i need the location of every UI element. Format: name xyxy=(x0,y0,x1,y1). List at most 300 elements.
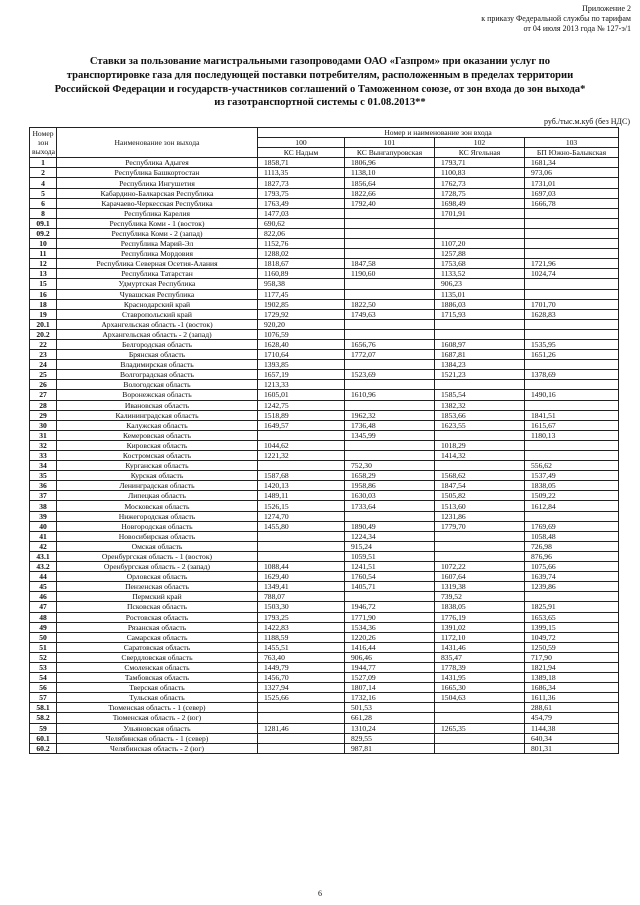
exit-zone-code: 18 xyxy=(30,299,57,309)
table-row xyxy=(30,218,619,228)
table-row xyxy=(30,279,619,289)
tariff-value: 1762,73 xyxy=(435,178,525,188)
table-body xyxy=(30,158,619,754)
tariff-value: 829,55 xyxy=(345,733,435,743)
order-reference: к приказу Федеральной службы по тарифам xyxy=(481,14,631,23)
table-row xyxy=(30,491,619,501)
exit-zone-name: Республика Ингушетия xyxy=(57,178,258,188)
tariff-value: 1827,73 xyxy=(258,178,345,188)
tariff-value: 1793,25 xyxy=(258,612,345,622)
exit-zone-code: 20.2 xyxy=(30,329,57,339)
tariff-value xyxy=(345,360,435,370)
table-row xyxy=(30,501,619,511)
tariff-value: 1384,23 xyxy=(435,360,525,370)
exit-zone-name: Челябинская область - 1 (север) xyxy=(57,733,258,743)
tariff-value: 1224,34 xyxy=(345,531,435,541)
tariff-value: 1772,07 xyxy=(345,350,435,360)
tariff-value: 1715,93 xyxy=(435,309,525,319)
exit-zone-name-header: Наименование зон выхода xyxy=(57,128,258,158)
tariff-value: 1518,89 xyxy=(258,410,345,420)
tariff-value: 788,07 xyxy=(258,592,345,602)
tariff-value: 1701,70 xyxy=(525,299,619,309)
exit-zone-name: Воронежская область xyxy=(57,390,258,400)
exit-zone-code: 15 xyxy=(30,279,57,289)
tariff-value xyxy=(525,319,619,329)
exit-zone-code: 19 xyxy=(30,309,57,319)
tariff-value: 1382,32 xyxy=(435,400,525,410)
table-row xyxy=(30,440,619,450)
tariff-value xyxy=(525,208,619,218)
tariff-value: 1946,72 xyxy=(345,602,435,612)
exit-zone-code: 46 xyxy=(30,592,57,602)
table-row xyxy=(30,168,619,178)
tariff-value: 1769,69 xyxy=(525,521,619,531)
tariff-value: 661,28 xyxy=(345,713,435,723)
exit-zone-code: 53 xyxy=(30,662,57,672)
exit-zone-name: Курская область xyxy=(57,471,258,481)
exit-zone-name: Нижегородская область xyxy=(57,511,258,521)
exit-zone-name: Кировская область xyxy=(57,440,258,450)
tariff-value: 763,40 xyxy=(258,652,345,662)
tariff-value xyxy=(258,531,345,541)
title-line: транспортировке газа для последующей поставки потребителям, расположенным в пределах территории xyxy=(66,69,574,81)
tariff-value: 1420,13 xyxy=(258,481,345,491)
tariff-value: 1281,46 xyxy=(258,723,345,733)
exit-zone-name: Волгоградская область xyxy=(57,370,258,380)
tariff-value: 1535,95 xyxy=(525,339,619,349)
tariff-value xyxy=(525,279,619,289)
exit-zone-name: Кабардино-Балкарская Республика xyxy=(57,188,258,198)
table-row xyxy=(30,531,619,541)
tariff-value: 556,62 xyxy=(525,461,619,471)
exit-zone-name: Омская область xyxy=(57,541,258,551)
exit-zone-name: Республика Башкортостан xyxy=(57,168,258,178)
exit-zone-code: 43.1 xyxy=(30,551,57,561)
tariff-value xyxy=(435,319,525,329)
exit-zone-name: Тюменская область - 1 (север) xyxy=(57,703,258,713)
exit-zone-code: 34 xyxy=(30,461,57,471)
tariff-value: 1749,63 xyxy=(345,309,435,319)
tariff-value: 1721,96 xyxy=(525,259,619,269)
exit-zone-name: Саратовская область xyxy=(57,642,258,652)
tariff-value xyxy=(435,380,525,390)
exit-zone-name: Краснодарский край xyxy=(57,299,258,309)
table-row xyxy=(30,642,619,652)
exit-zone-name: Республика Мордовия xyxy=(57,249,258,259)
exit-zone-name: Ивановская область xyxy=(57,400,258,410)
tariff-value: 1310,24 xyxy=(345,723,435,733)
table-row xyxy=(30,158,619,168)
exit-zone-name: Самарская область xyxy=(57,632,258,642)
exit-zone-code: 25 xyxy=(30,370,57,380)
tariff-value: 987,81 xyxy=(345,743,435,753)
entry-zone-number: 102 xyxy=(435,138,525,148)
exit-zone-code: 43.2 xyxy=(30,562,57,572)
table-row xyxy=(30,178,619,188)
tariff-value xyxy=(345,319,435,329)
tariff-value xyxy=(258,461,345,471)
tariff-value: 1393,85 xyxy=(258,360,345,370)
tariff-value: 1687,81 xyxy=(435,350,525,360)
tariff-value: 1414,32 xyxy=(435,451,525,461)
tariff-value xyxy=(345,592,435,602)
tariff-value: 1349,41 xyxy=(258,582,345,592)
exit-zone-name: Новосибирская область xyxy=(57,531,258,541)
tariff-value xyxy=(345,440,435,450)
tariff-value: 726,98 xyxy=(525,541,619,551)
table-row xyxy=(30,299,619,309)
tariff-value: 1059,51 xyxy=(345,551,435,561)
tariff-value: 1779,70 xyxy=(435,521,525,531)
tariff-value: 690,62 xyxy=(258,218,345,228)
exit-zone-name: Чувашская Республика xyxy=(57,289,258,299)
tariff-value xyxy=(525,239,619,249)
tariff-value xyxy=(345,289,435,299)
exit-zone-code: 27 xyxy=(30,390,57,400)
exit-zone-code: 5 xyxy=(30,188,57,198)
tariff-value: 1537,49 xyxy=(525,471,619,481)
tariff-value: 1568,62 xyxy=(435,471,525,481)
exit-zone-code: 16 xyxy=(30,289,57,299)
title-line: Ставки за пользование магистральными газопроводами ОАО «Газпром» при оказании услуг по xyxy=(89,56,551,67)
tariff-value: 1455,51 xyxy=(258,642,345,652)
exit-zone-code: 45 xyxy=(30,582,57,592)
exit-zone-name: Курганская область xyxy=(57,461,258,471)
tariff-value: 1319,38 xyxy=(435,582,525,592)
tariff-value: 1731,01 xyxy=(525,178,619,188)
exit-zone-name: Орловская область xyxy=(57,572,258,582)
tariff-value: 1822,50 xyxy=(345,299,435,309)
tariff-value: 1818,67 xyxy=(258,259,345,269)
exit-zone-code: 57 xyxy=(30,693,57,703)
entry-zone-name: КС Надым xyxy=(258,148,345,158)
table-row xyxy=(30,400,619,410)
exit-zone-name: Оренбургская область - 2 (запад) xyxy=(57,562,258,572)
tariff-value xyxy=(345,451,435,461)
tariff-value xyxy=(258,551,345,561)
exit-zone-code: 11 xyxy=(30,249,57,259)
exit-zone-code: 22 xyxy=(30,339,57,349)
tariff-value: 1825,91 xyxy=(525,602,619,612)
exit-zone-name: Смоленская область xyxy=(57,662,258,672)
table-row xyxy=(30,683,619,693)
exit-zone-name: Тульская область xyxy=(57,693,258,703)
table-row xyxy=(30,562,619,572)
tariff-value: 1615,67 xyxy=(525,420,619,430)
tariff-value: 1605,01 xyxy=(258,390,345,400)
tariff-table xyxy=(29,127,619,754)
exit-zone-name: Республика Коми - 1 (восток) xyxy=(57,218,258,228)
exit-zone-code: 40 xyxy=(30,521,57,531)
tariff-value: 1806,96 xyxy=(345,158,435,168)
exit-zone-name: Псковская область xyxy=(57,602,258,612)
tariff-value: 1416,44 xyxy=(345,642,435,652)
tariff-value xyxy=(435,218,525,228)
table-row xyxy=(30,208,619,218)
exit-zone-name: Московская область xyxy=(57,501,258,511)
tariff-value: 1838,05 xyxy=(525,481,619,491)
tariff-value: 1681,34 xyxy=(525,158,619,168)
exit-zone-name: Рязанская область xyxy=(57,622,258,632)
tariff-value: 1456,70 xyxy=(258,673,345,683)
table-row xyxy=(30,309,619,319)
tariff-value: 1858,71 xyxy=(258,158,345,168)
tariff-value xyxy=(435,703,525,713)
entry-zone-name: БП Южно-Балыкская xyxy=(525,148,619,158)
table-row xyxy=(30,198,619,208)
tariff-value: 1853,66 xyxy=(435,410,525,420)
tariff-value: 1221,32 xyxy=(258,451,345,461)
table-row xyxy=(30,239,619,249)
tariff-value: 1172,10 xyxy=(435,632,525,642)
tariff-value: 1378,69 xyxy=(525,370,619,380)
tariff-value xyxy=(525,380,619,390)
entry-zone-name: КС Вынгапуровская xyxy=(345,148,435,158)
tariff-value: 1526,15 xyxy=(258,501,345,511)
tariff-value: 1611,36 xyxy=(525,693,619,703)
entry-zones-group-header: Номер и наименование зон входа xyxy=(258,128,619,138)
tariff-value: 1807,14 xyxy=(345,683,435,693)
exit-zone-name: Новгородская область xyxy=(57,521,258,531)
exit-zone-name: Удмуртская Республика xyxy=(57,279,258,289)
exit-zone-name: Калужская область xyxy=(57,420,258,430)
exit-zone-name: Тамбовская область xyxy=(57,673,258,683)
exit-zone-code: 13 xyxy=(30,269,57,279)
tariff-value: 1623,55 xyxy=(435,420,525,430)
exit-zone-code: 60.2 xyxy=(30,743,57,753)
tariff-value: 1728,75 xyxy=(435,188,525,198)
tariff-value: 958,38 xyxy=(258,279,345,289)
tariff-value: 1477,03 xyxy=(258,208,345,218)
table-row xyxy=(30,249,619,259)
tariff-value: 1391,02 xyxy=(435,622,525,632)
tariff-value xyxy=(435,531,525,541)
tariff-value: 1220,26 xyxy=(345,632,435,642)
tariff-value xyxy=(345,380,435,390)
exit-zone-code: 20.1 xyxy=(30,319,57,329)
tariff-value: 1847,54 xyxy=(435,481,525,491)
tariff-value: 801,31 xyxy=(525,743,619,753)
exit-zone-code: 32 xyxy=(30,440,57,450)
exit-zone-code: 50 xyxy=(30,632,57,642)
exit-zone-code: 4 xyxy=(30,178,57,188)
exit-zone-code: 33 xyxy=(30,451,57,461)
tariff-value: 1527,09 xyxy=(345,673,435,683)
exit-zone-name: Ставропольский край xyxy=(57,309,258,319)
tariff-value xyxy=(345,329,435,339)
table-row xyxy=(30,451,619,461)
table-row xyxy=(30,350,619,360)
tariff-value: 1753,68 xyxy=(435,259,525,269)
tariff-value: 1656,76 xyxy=(345,339,435,349)
tariff-value: 1585,54 xyxy=(435,390,525,400)
tariff-value: 1629,40 xyxy=(258,572,345,582)
tariff-value: 1075,66 xyxy=(525,562,619,572)
tariff-value: 1658,29 xyxy=(345,471,435,481)
tariff-value: 1160,89 xyxy=(258,269,345,279)
tariff-value: 1431,95 xyxy=(435,673,525,683)
tariff-value: 1152,76 xyxy=(258,239,345,249)
tariff-value: 1072,22 xyxy=(435,562,525,572)
exit-zone-code: 37 xyxy=(30,491,57,501)
table-row xyxy=(30,612,619,622)
tariff-value: 1138,10 xyxy=(345,168,435,178)
tariff-value: 1088,44 xyxy=(258,562,345,572)
tariff-value: 1044,62 xyxy=(258,440,345,450)
tariff-value: 752,30 xyxy=(345,461,435,471)
table-row xyxy=(30,390,619,400)
tariff-value: 1607,64 xyxy=(435,572,525,582)
tariff-value xyxy=(345,400,435,410)
tariff-value: 1399,15 xyxy=(525,622,619,632)
tariff-value xyxy=(525,228,619,238)
exit-zone-name: Липецкая область xyxy=(57,491,258,501)
table-row xyxy=(30,461,619,471)
exit-zone-code: 58.2 xyxy=(30,713,57,723)
tariff-value xyxy=(435,461,525,471)
tariff-value: 876,96 xyxy=(525,551,619,561)
tariff-value: 835,47 xyxy=(435,652,525,662)
tariff-value: 1113,35 xyxy=(258,168,345,178)
exit-zone-name: Ростовская область xyxy=(57,612,258,622)
table-row xyxy=(30,673,619,683)
exit-zone-name: Республика Адыгея xyxy=(57,158,258,168)
exit-zone-name: Костромская область xyxy=(57,451,258,461)
tariff-value: 1628,83 xyxy=(525,309,619,319)
tariff-value: 1133,52 xyxy=(435,269,525,279)
tariff-value: 1729,92 xyxy=(258,309,345,319)
tariff-value: 1771,90 xyxy=(345,612,435,622)
tariff-value: 915,24 xyxy=(345,541,435,551)
table-row xyxy=(30,319,619,329)
tariff-value: 1135,01 xyxy=(435,289,525,299)
table-row xyxy=(30,662,619,672)
tariff-value: 920,20 xyxy=(258,319,345,329)
tariff-value: 1231,86 xyxy=(435,511,525,521)
tariff-value: 1653,65 xyxy=(525,612,619,622)
table-row xyxy=(30,370,619,380)
tariff-value: 1649,57 xyxy=(258,420,345,430)
tariff-value: 1076,59 xyxy=(258,329,345,339)
table-row xyxy=(30,471,619,481)
tariff-value: 1793,71 xyxy=(435,158,525,168)
tariff-value: 1431,46 xyxy=(435,642,525,652)
tariff-value xyxy=(525,400,619,410)
tariff-value: 1733,64 xyxy=(345,501,435,511)
exit-zone-name: Оренбургская область - 1 (восток) xyxy=(57,551,258,561)
entry-zone-number: 101 xyxy=(345,138,435,148)
exit-zone-code: 48 xyxy=(30,612,57,622)
tariff-value: 1049,72 xyxy=(525,632,619,642)
tariff-value: 1180,13 xyxy=(525,430,619,440)
table-row xyxy=(30,430,619,440)
exit-zone-code: 6 xyxy=(30,198,57,208)
table-row xyxy=(30,329,619,339)
tariff-value: 1701,91 xyxy=(435,208,525,218)
exit-zone-code: 10 xyxy=(30,239,57,249)
exit-zone-name: Тверская область xyxy=(57,683,258,693)
table-row xyxy=(30,410,619,420)
exit-zone-code: 44 xyxy=(30,572,57,582)
exit-zone-code: 35 xyxy=(30,471,57,481)
exit-zone-name: Свердловская область xyxy=(57,652,258,662)
tariff-value xyxy=(345,218,435,228)
exit-zone-code: 41 xyxy=(30,531,57,541)
tariff-value xyxy=(525,329,619,339)
title-line: из газотранспортной системы с 01.08.2013** xyxy=(214,97,426,109)
exit-zone-code: 42 xyxy=(30,541,57,551)
order-date: от 04 июля 2013 года № 127-э/1 xyxy=(523,24,631,33)
tariff-value xyxy=(258,733,345,743)
tariff-value: 454,79 xyxy=(525,713,619,723)
tariff-value: 1241,51 xyxy=(345,562,435,572)
table-row xyxy=(30,713,619,723)
exit-zone-code: 23 xyxy=(30,350,57,360)
tariff-value: 1944,77 xyxy=(345,662,435,672)
tariff-value: 1886,03 xyxy=(435,299,525,309)
tariff-value: 1455,80 xyxy=(258,521,345,531)
tariff-value: 1534,36 xyxy=(345,622,435,632)
table-row xyxy=(30,339,619,349)
exit-zone-code: 36 xyxy=(30,481,57,491)
exit-zone-name: Калининградская область xyxy=(57,410,258,420)
table-row xyxy=(30,693,619,703)
exit-zone-name: Ленинградская область xyxy=(57,481,258,491)
table-row xyxy=(30,360,619,370)
tariff-value: 1763,49 xyxy=(258,198,345,208)
tariff-value: 501,53 xyxy=(345,703,435,713)
table-row xyxy=(30,289,619,299)
exit-zone-name: Республика Марий-Эл xyxy=(57,239,258,249)
tariff-value: 1630,03 xyxy=(345,491,435,501)
tariff-value xyxy=(435,430,525,440)
tariff-value: 1736,48 xyxy=(345,420,435,430)
entry-zone-number: 103 xyxy=(525,138,619,148)
tariff-value: 1345,99 xyxy=(345,430,435,440)
tariff-value: 973,06 xyxy=(525,168,619,178)
tariff-value: 1822,66 xyxy=(345,188,435,198)
entry-zone-name: КС Ягельная xyxy=(435,148,525,158)
tariff-value: 1504,63 xyxy=(435,693,525,703)
tariff-value: 1513,60 xyxy=(435,501,525,511)
tariff-value xyxy=(525,592,619,602)
tariff-value: 1521,23 xyxy=(435,370,525,380)
exit-zone-name: Архангельская область - 2 (запад) xyxy=(57,329,258,339)
exit-zone-code: 52 xyxy=(30,652,57,662)
table-row xyxy=(30,380,619,390)
table-row xyxy=(30,592,619,602)
tariff-value: 1657,19 xyxy=(258,370,345,380)
exit-zone-code: 31 xyxy=(30,430,57,440)
tariff-value: 1697,03 xyxy=(525,188,619,198)
tariff-value: 1265,35 xyxy=(435,723,525,733)
table-row xyxy=(30,541,619,551)
document-reference xyxy=(481,4,631,34)
tariff-value: 1651,26 xyxy=(525,350,619,360)
tariff-value xyxy=(525,511,619,521)
tariff-value: 1776,19 xyxy=(435,612,525,622)
entry-zone-number: 100 xyxy=(258,138,345,148)
exit-zone-code: 8 xyxy=(30,208,57,218)
exit-zone-name: Брянская область xyxy=(57,350,258,360)
table-row xyxy=(30,269,619,279)
table-row xyxy=(30,420,619,430)
tariff-value xyxy=(525,249,619,259)
tariff-value: 1190,60 xyxy=(345,269,435,279)
tariff-value xyxy=(258,713,345,723)
tariff-value: 1509,22 xyxy=(525,491,619,501)
tariff-value: 1239,86 xyxy=(525,582,619,592)
